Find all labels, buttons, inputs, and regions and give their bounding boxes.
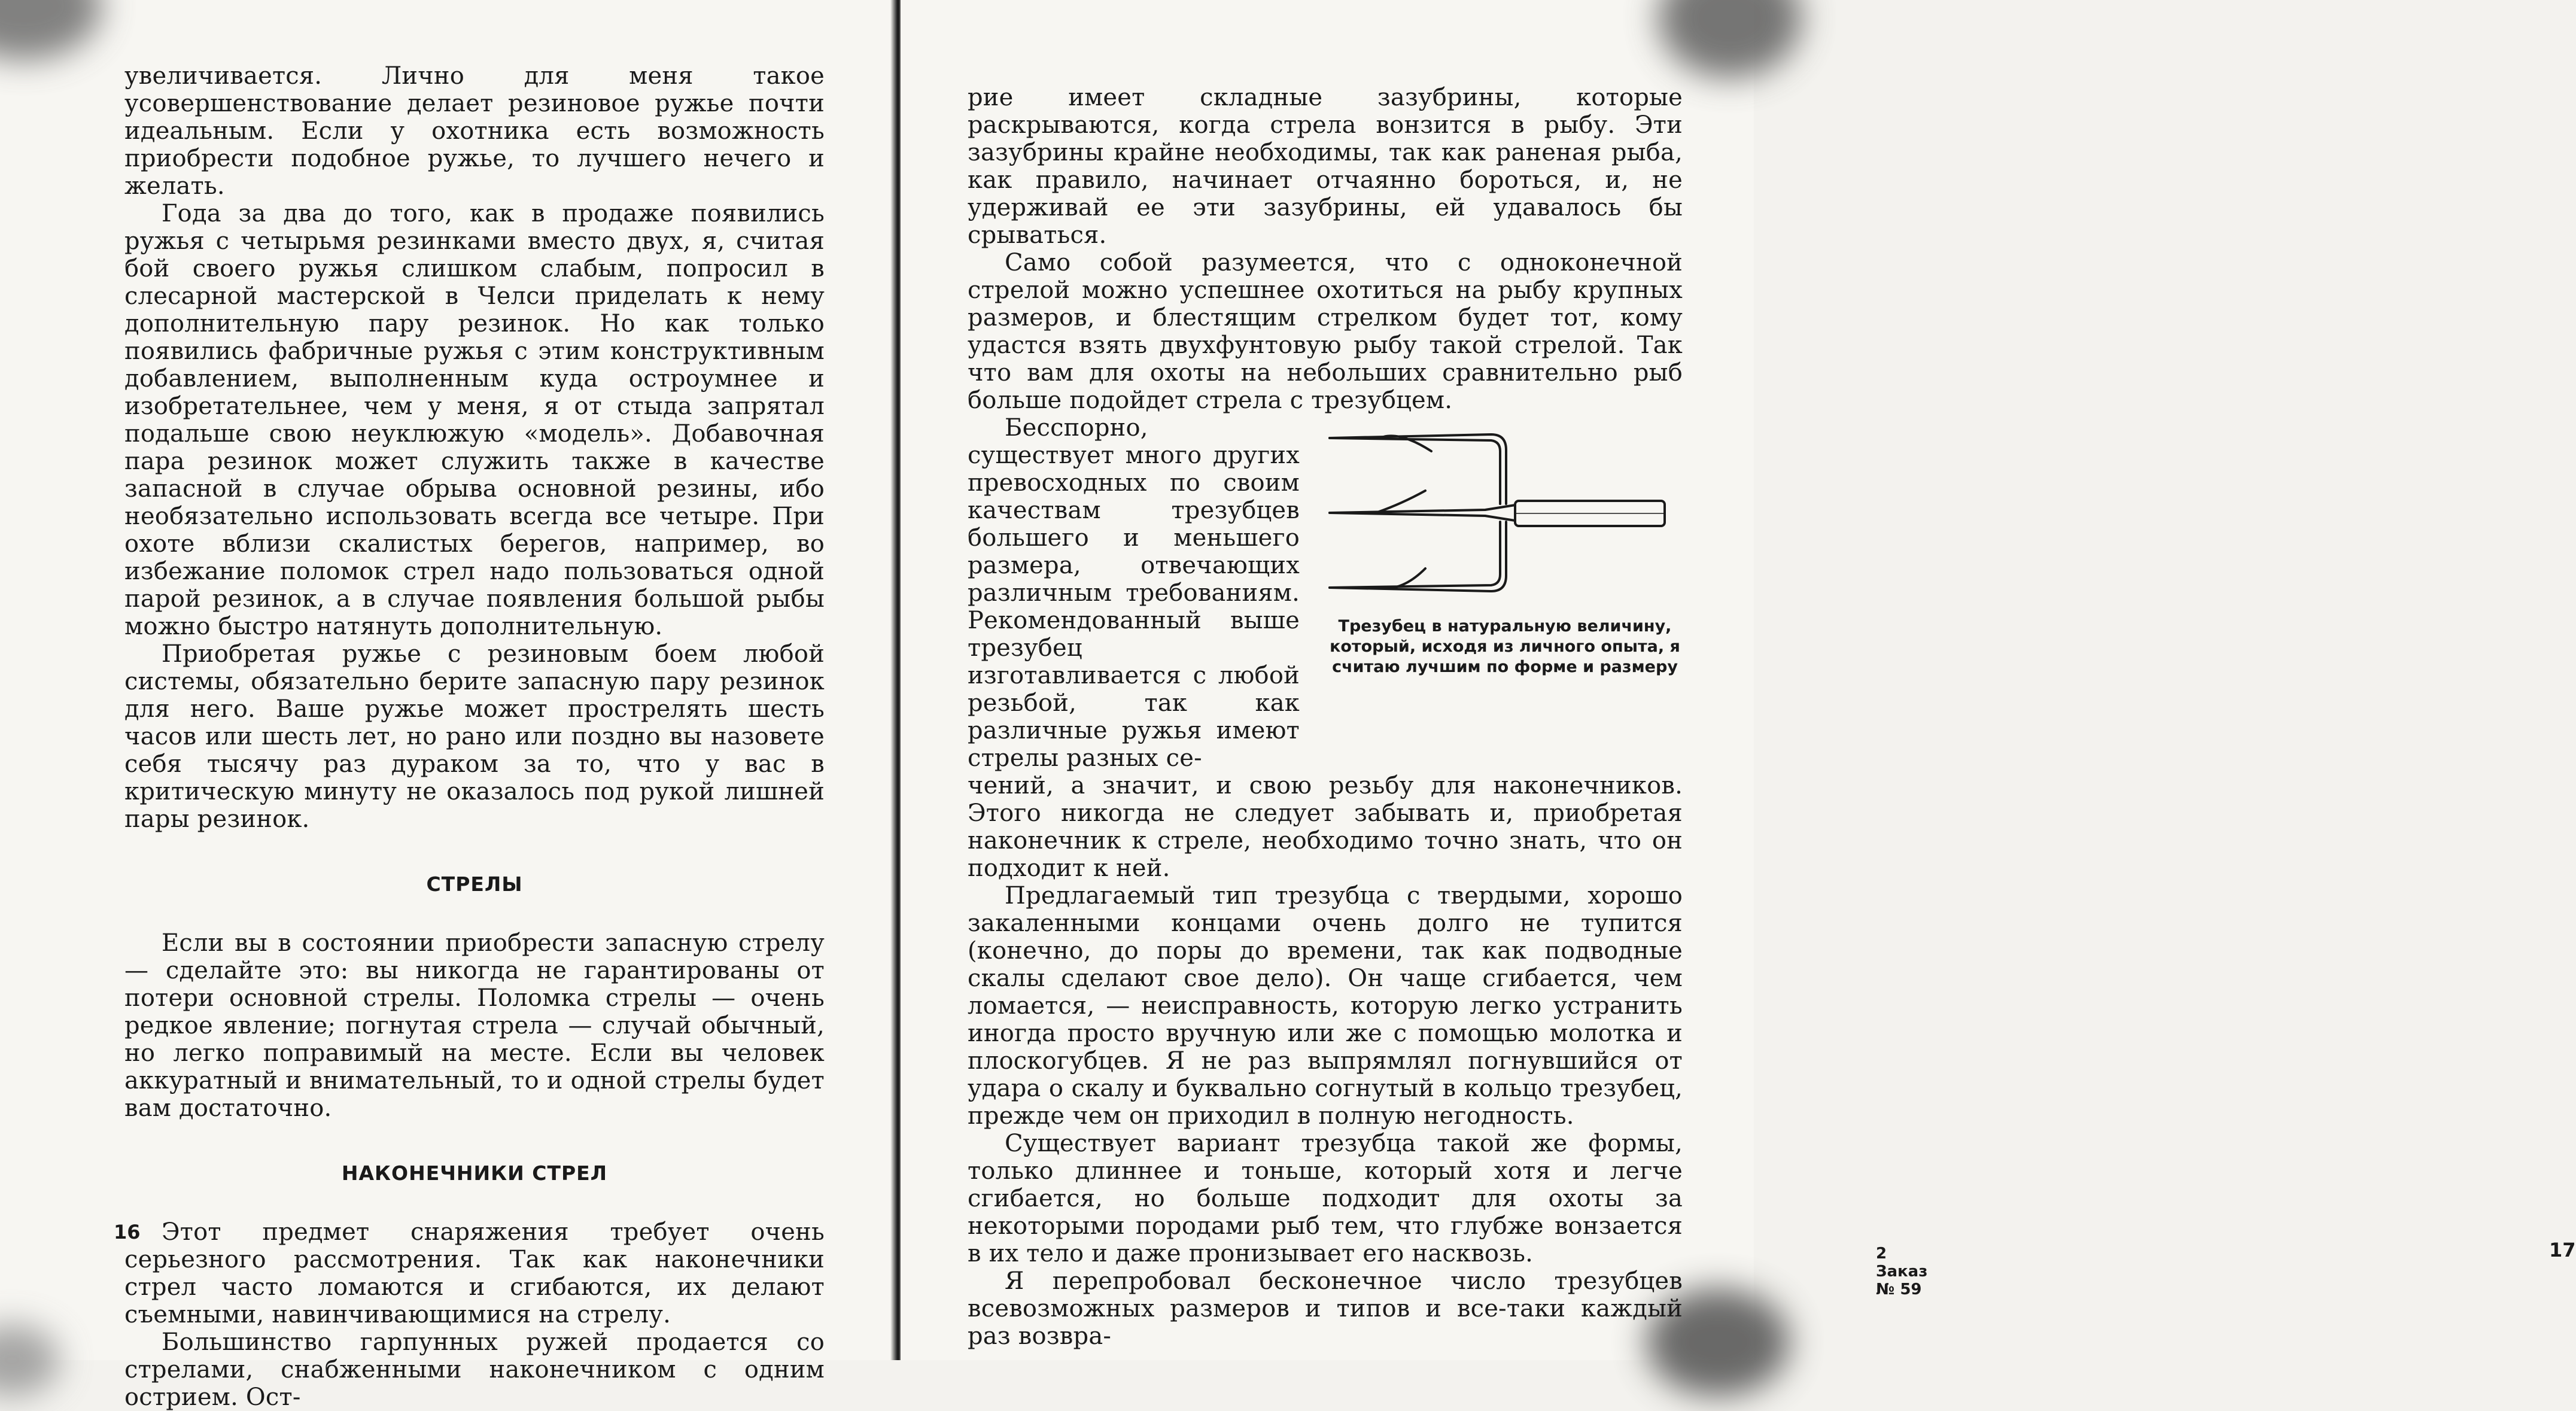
page-number-left: 16 <box>114 1221 141 1243</box>
printer-signature: 2 Заказ № 59 <box>1876 1245 1928 1299</box>
paragraph: Само собой разумеется, что с одноконечной стрелой можно успешнее охотиться на рыбу крупных размеров, и блестящим стрелком будет тот, кому удастся взять двухфунтовую рыбу такой стрелой. Так что вам для охоты на небольших сравнительно рыб больше подойдет стрела с трезубцем. <box>968 249 1683 414</box>
paragraph: Существует вариант трезубца такой же формы, только длиннее и тоньше, который хотя и легче сгибается, но больше подходит для охоты за некоторыми породами рыб тем, что глубже вонзается в их тело и даже пронизывает его насквозь. <box>968 1130 1683 1267</box>
trident-figure <box>1312 414 1689 677</box>
figure-caption: Трезубец в натуральную величину, который, исходя из личного опыта, я считаю лучшим по форме и размеру <box>1330 617 1680 676</box>
section-heading-arrows: СТРЕЛЫ <box>426 872 523 896</box>
right-text-column <box>968 84 1683 1350</box>
paragraph: Большинство гарпунных ружей продается со стрелами, снабженными наконечником с одним острием. Ост- <box>124 1328 825 1411</box>
paragraph: рие имеет складные зазубрины, которые раскрываются, когда стрела вонзится в рыбу. Эти зазубрины крайне необходимы, так как раненая рыба, как правило, начинает отчаянно бороться, и, не удерживай ее эти зазубрины, ей удавалось бы срываться. <box>968 84 1683 249</box>
scan-shadow <box>0 0 102 60</box>
paragraph: Я перепробовал бесконечное число трезубцев всевозможных размеров и типов и все-таки каждый раз возвра- <box>968 1267 1683 1350</box>
paragraph: Предлагаемый тип трезубца с твердыми, хорошо закаленными концами очень долго не тупится (конечно, до поры до времени, так как подводные скалы сделают свое дело). Он чаще сгибается, чем ломается, — неисправность, которую легко устранить иногда просто вручную или же с помощью молотка и плоскогубцев. Я не раз выпрямлял погнувшийся от удара о скалу и буквально согнутый в кольцо трезубец, прежде чем он приходил в полную негодность. <box>968 882 1683 1130</box>
figure-block <box>968 414 1683 772</box>
paragraph: чений, а значит, и свою резьбу для наконечников. Этого никогда не следует забывать и, приобретая наконечник к стреле, необходимо точно знать, что он подходит к ней. <box>968 772 1683 882</box>
trident-illustration <box>1312 414 1689 612</box>
page-number-right: 17 <box>2549 1239 2576 1261</box>
paragraph: Этот предмет снаряжения требует очень серьезного рассмотрения. Так как наконечники стрел часто ломаются и сгибаются, их делают съемными, навинчивающимися на стрелу. <box>124 1218 825 1328</box>
paragraph: Если вы в состоянии приобрести запасную стрелу — сделайте это: вы никогда не гарантированы от потери основной стрелы. Поломка стрелы — очень редкое явление; погнутая стрела — случай обычный, но легко поправимый на месте. Если вы человек аккуратный и внимательный, то и одной стрелы будет вам достаточно. <box>124 929 825 1122</box>
paragraph: увеличивается. Лично для меня такое усовершенствование делает резиновое ружье почти идеальным. Если у охотника есть возможность приобрести подобное ружье, то лучшего нечего и желать. <box>124 62 825 200</box>
paragraph: Приобретая ружье с резиновым боем любой системы, обязательно берите запасную пару резинок для него. Ваше ружье может прострелять шесть часов или шесть лет, но рано или поздно вы назовете себя тысячу раз дураком за то, что у вас в критическую минуту не оказалось под рукой лишней пары резинок. <box>124 640 825 833</box>
scan-shadow <box>0 1324 60 1396</box>
left-text-column <box>124 62 825 1411</box>
paragraph: Бесспорно, существует много других превосходных по своим качествам трезубцев большего и меньшего размера, отвечающих различным требованиям. Рекомендованный выше трезубец изготавливается с любой резьбой, так как различные ружья имеют стрелы разных се- <box>968 414 1300 772</box>
figure-wrap-text <box>968 414 1300 772</box>
left-page <box>0 0 895 1411</box>
paragraph: Года за два до того, как в продаже появились ружья с четырьмя резинками вместо двух, я, считая бой своего ружья слишком слабым, попросил в слесарной мастерской в Челси приделать к нему дополнительную пару резинок. Но как только появились фабричные ружья с этим конструктивным добавлением, выполненным куда остроумнее и изобретательнее, чем у меня, я от стыда запрятал подальше свою неуклюжую «модель». Добавочная пара резинок может служить также в качестве запасной в случае обрыва основной резины, ибо необязательно использовать всегда все четыре. При охоте вблизи скалистых берегов, например, во избежание поломок стрел надо пользоваться одной парой резинок, а в случае появления большой рыбы можно быстро натянуть дополнительную. <box>124 200 825 640</box>
right-page <box>901 0 2576 1360</box>
section-heading-tips: НАКОНЕЧНИКИ СТРЕЛ <box>341 1161 608 1185</box>
scan-shadow <box>1658 0 1802 78</box>
